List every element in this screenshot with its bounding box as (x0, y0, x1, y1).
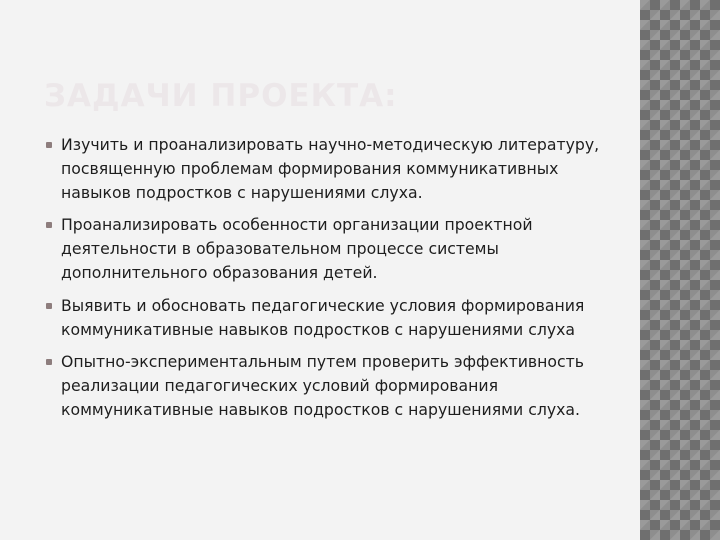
bullet-text: Выявить и обосновать педагогические условия формирования коммуникативные навыков подростков с нарушениями слуха (61, 295, 585, 339)
decorative-pattern-strip (640, 0, 720, 540)
slide-title: ЗАДАЧИ ПРОЕКТА: (44, 78, 398, 114)
bullet-icon (46, 142, 52, 148)
bullet-icon (46, 222, 52, 228)
bullet-item (44, 350, 614, 421)
bullet-item (44, 294, 614, 342)
bullet-text: Изучить и проанализировать научно-методическую литературу, посвященную проблемам формирования коммуникативных навыков подростков с нарушениями слуха. (61, 135, 600, 202)
bullet-icon (46, 359, 52, 365)
bullet-item (44, 133, 614, 204)
bullet-list (44, 133, 614, 431)
bullet-icon (46, 303, 52, 309)
bullet-text: Проанализировать особенности организации проектной деятельности в образовательном процессе системы дополнительного образования детей. (61, 215, 533, 282)
bullet-text: Опытно-экспериментальным путем проверить эффективность реализации педагогических условий формирования коммуникативные навыков подростков с нарушениями слуха. (61, 352, 585, 419)
bullet-item (44, 213, 614, 284)
